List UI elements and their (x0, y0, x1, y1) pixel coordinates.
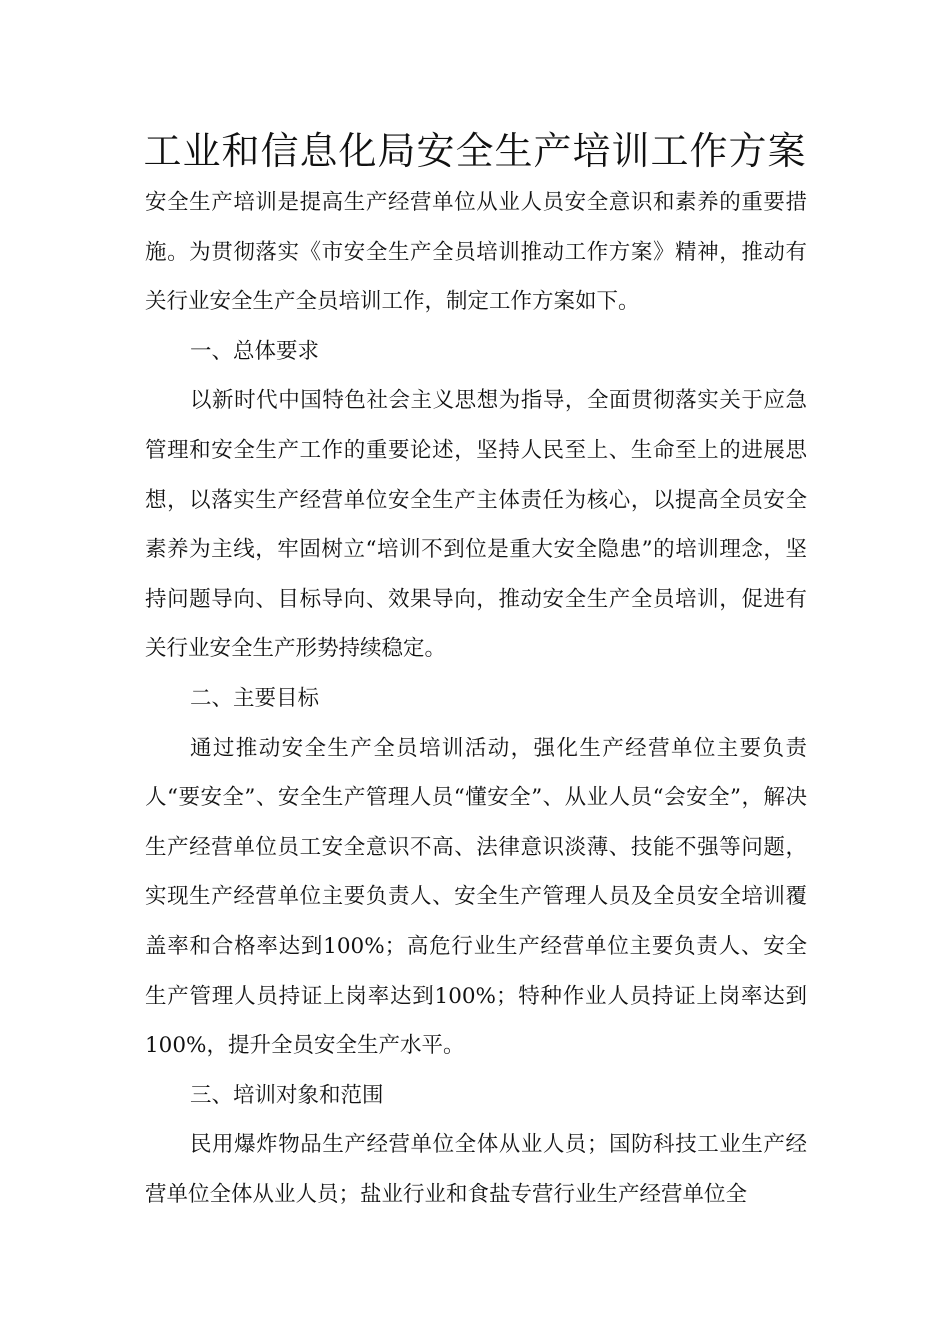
document-body (145, 178, 807, 1219)
section-paragraph-main-goals: 通过推动安全生产全员培训活动，强化生产经营单位主要负责人“要安全”、安全生产管理人员“懂安全”、从业人员“会安全”，解决生产经营单位员工安全意识不高、法律意识淡薄、技能不强等问题，实现生产经营单位主要负责人、安全生产管理人员及全员安全培训覆盖率和合格率达到100%；高危行业生产经营单位主要负责人、安全生产管理人员持证上岗率达到100%；特种作业人员持证上岗率达到100%，提升全员安全生产水平。 (145, 735, 807, 1059)
section-paragraph-training-scope: 民用爆炸物品生产经营单位全体从业人员；国防科技工业生产经营单位全体从业人员；盐业行业和食盐专营行业生产经营单位全 (145, 1132, 807, 1207)
document-title: 工业和信息化局安全生产培训工作方案 (143, 129, 807, 173)
section-heading-general-requirements: 一、总体要求 (190, 338, 320, 364)
intro-paragraph: 安全生产培训是提高生产经营单位从业人员安全意识和素养的重要措施。为贯彻落实《市安全生产全员培训推动工作方案》精神，推动有关行业安全生产全员培训工作，制定工作方案如下。 (145, 190, 807, 315)
section-heading-main-goals: 二、主要目标 (190, 685, 320, 711)
section-paragraph-general-requirements: 以新时代中国特色社会主义思想为指导，全面贯彻落实关于应急管理和安全生产工作的重要论述，坚持人民至上、生命至上的进展思想，以落实生产经营单位安全生产主体责任为核心，以提高全员安全素养为主线，牢固树立“培训不到位是重大安全隐患”的培训理念，坚持问题导向、目标导向、效果导向，推动安全生产全员培训，促进有关行业安全生产形势持续稳定。 (145, 388, 807, 662)
section-heading-training-scope: 三、培训对象和范围 (190, 1082, 384, 1108)
